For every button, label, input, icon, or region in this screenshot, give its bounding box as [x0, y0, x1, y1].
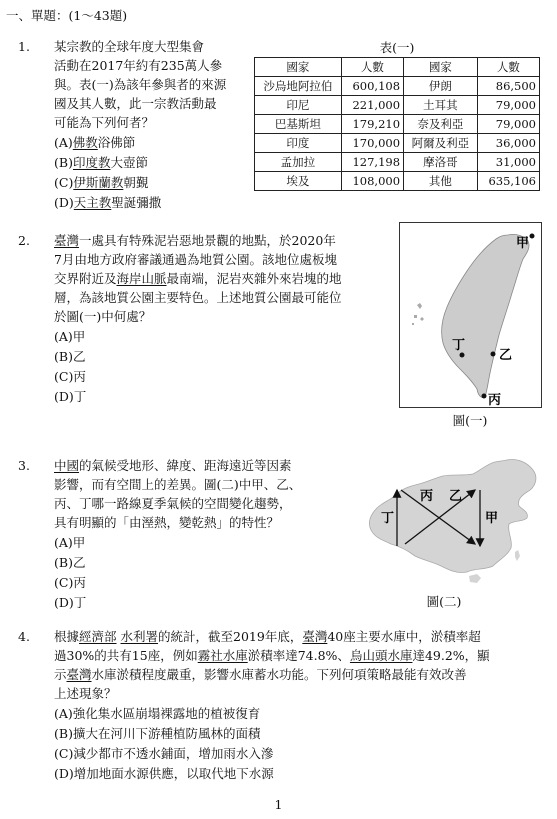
stem-proper-noun: 臺灣 — [66, 667, 92, 682]
table-cell: 79,000 — [477, 115, 539, 134]
option-label: (D) — [54, 195, 74, 210]
table-cell: 127,198 — [341, 153, 403, 172]
table-header: 人數 — [477, 58, 539, 77]
stem-text: 交界附近及 — [54, 271, 117, 286]
stem-text: 的氣候受地形、緯度、距海遠近等因素 — [79, 458, 292, 473]
stem-text: 一處具有特殊泥岩惡地景觀的地點，於2020年 — [79, 233, 336, 248]
q3-stem-line — [54, 456, 301, 475]
q3-options — [54, 533, 86, 613]
q2-stem-line — [54, 250, 342, 269]
taiwan-shape — [515, 550, 520, 561]
table-cell: 土耳其 — [404, 96, 478, 115]
table-header-row — [255, 58, 540, 77]
q3-option-d[interactable]: (D)丁 — [54, 595, 87, 610]
table-row — [255, 115, 540, 134]
stem-text: 具有明顯的「由溼熱，變乾熱」的特性？ — [54, 515, 280, 530]
table-cell: 600,108 — [341, 77, 403, 96]
table-row — [255, 77, 540, 96]
stem-text: 最南端，泥岩夾雜外來岩塊的地 — [166, 271, 342, 286]
stem-text: 的統計，截至2019年底， — [158, 629, 303, 644]
q2-option-c[interactable]: (C)丙 — [54, 369, 86, 384]
table-cell: 79,000 — [477, 96, 539, 115]
table-cell: 108,000 — [341, 172, 403, 191]
stem-proper-noun: 臺灣 — [302, 629, 328, 644]
q3-option-a[interactable]: (A)甲 — [54, 535, 86, 550]
q1-stem-line: 活動在2017年約有235萬人參 — [54, 58, 223, 73]
penghu-islands-shape — [412, 303, 424, 325]
table-cell: 36,000 — [477, 134, 539, 153]
option-label: (C) — [54, 175, 74, 190]
option-proper-noun: 天主教 — [73, 195, 112, 210]
option-proper-noun: 佛教 — [72, 135, 98, 150]
stem-text: 達49.2%，顯 — [412, 648, 490, 663]
q1-option-b[interactable] — [54, 153, 161, 173]
route-ding-label: 丁 — [381, 511, 395, 526]
table-cell: 巴基斯坦 — [255, 115, 342, 134]
q3-stem — [54, 456, 301, 532]
table-cell: 印尼 — [255, 96, 342, 115]
location-jia-dot — [530, 234, 535, 239]
table-cell: 伊朗 — [404, 77, 478, 96]
q4-options — [54, 704, 274, 784]
q1-option-d[interactable] — [54, 193, 161, 213]
table-cell: 孟加拉 — [255, 153, 342, 172]
china-map — [357, 456, 545, 588]
stem-text: 丙、丁哪一路線夏季氣候的空間變化趨勢， — [54, 496, 292, 511]
option-label: (B) — [54, 155, 73, 170]
table-row — [255, 153, 540, 172]
route-yi-label: 乙 — [449, 489, 463, 504]
table-cell: 其他 — [404, 172, 478, 191]
stem-proper-noun: 水利署 — [120, 629, 159, 644]
stem-text: 示 — [54, 667, 67, 682]
q2-stem-line — [54, 231, 342, 250]
table-cell: 179,210 — [341, 115, 403, 134]
q2-options — [54, 327, 86, 407]
q4-option-c[interactable]: (C)減少都市不透水鋪面，增加雨水入滲 — [54, 746, 274, 761]
q2-option-d[interactable]: (D)丁 — [54, 389, 87, 404]
q4-option-d[interactable]: (D)增加地面水源供應，以取代地下水源 — [54, 766, 274, 781]
stem-proper-noun: 烏山頭水庫 — [349, 648, 413, 663]
route-bing-label: 丙 — [420, 489, 434, 504]
table-cell: 摩洛哥 — [404, 153, 478, 172]
location-yi-label: 乙 — [499, 348, 513, 363]
route-jia-label: 甲 — [485, 511, 499, 526]
taiwan-map — [400, 223, 541, 407]
china-map-figure — [357, 456, 545, 588]
q1-stem-line: 國及其人數，此一宗教活動最 — [54, 96, 217, 111]
table-cell: 阿爾及利亞 — [404, 134, 478, 153]
q4-option-a[interactable]: (A)強化集水區崩塌裸露地的植被復育 — [54, 706, 261, 721]
q1-option-c[interactable] — [54, 173, 161, 193]
table-row — [255, 96, 540, 115]
q2-stem-line — [54, 269, 342, 288]
participants-table — [254, 57, 540, 191]
stem-proper-noun: 霧社水庫 — [197, 648, 248, 663]
option-text: 朝覲 — [123, 175, 149, 190]
table-cell: 221,000 — [341, 96, 403, 115]
table-caption: 表(一) — [379, 40, 415, 55]
q1-stem-line: 可能為下列何者？ — [54, 115, 155, 130]
q2-option-b[interactable]: (B)乙 — [54, 349, 86, 364]
figure-1-caption: 圖(一) — [452, 413, 488, 428]
q2-stem-line — [54, 288, 342, 307]
option-proper-noun: 伊斯蘭教 — [73, 175, 124, 190]
stem-text: 淤積率達74.8%、 — [247, 648, 350, 663]
q4-stem-line — [54, 684, 490, 703]
location-bing-label: 丙 — [488, 393, 502, 407]
table-cell: 86,500 — [477, 77, 539, 96]
q1-option-a[interactable] — [54, 133, 161, 153]
q2-stem — [54, 231, 342, 326]
q3-option-b[interactable]: (B)乙 — [54, 555, 86, 570]
figure-2-caption: 圖(二) — [426, 594, 462, 609]
stem-text: 根據 — [54, 629, 80, 644]
q3-stem-line — [54, 513, 301, 532]
q1-number: 1. — [18, 39, 30, 54]
table-cell: 170,000 — [341, 134, 403, 153]
q1-stem-line: 某宗教的全球年度大型集會 — [54, 39, 205, 54]
q2-number: 2. — [18, 233, 30, 248]
stem-proper-noun: 經濟部 — [79, 629, 117, 644]
q4-option-b[interactable]: (B)擴大在河川下游種植防風林的面積 — [54, 726, 261, 741]
location-bing-dot — [482, 394, 487, 399]
q4-stem-line — [54, 646, 490, 665]
table-cell: 635,106 — [477, 172, 539, 191]
table-header: 人數 — [341, 58, 403, 77]
table-row — [255, 172, 540, 191]
q3-stem-line — [54, 475, 301, 494]
stem-text: 影響，而有空間上的差異。圖(二)中甲、乙、 — [54, 477, 302, 492]
location-ding-label: 丁 — [452, 338, 466, 353]
q4-stem-line — [54, 627, 490, 646]
q1-stem — [54, 37, 226, 132]
table-cell: 31,000 — [477, 153, 539, 172]
q4-number: 4. — [18, 629, 30, 644]
section-header: 一、單題：(1～43題) — [6, 8, 128, 23]
table-row — [255, 134, 540, 153]
hainan-shape — [469, 574, 481, 583]
option-label: (A) — [54, 135, 73, 150]
taiwan-map-figure — [399, 222, 542, 408]
q1-options — [54, 133, 161, 213]
table-cell: 沙烏地阿拉伯 — [255, 77, 342, 96]
stem-text: 7月由地方政府審議通過為地質公園。該地位處板塊 — [54, 252, 337, 267]
stem-proper-noun: 海岸山脈 — [116, 271, 167, 286]
stem-text: 水庫淤積程度嚴重，影響水庫蓄水功能。下列何項策略最能有效改善 — [91, 667, 467, 682]
location-jia-label: 甲 — [516, 236, 530, 251]
option-text: 浴佛節 — [97, 135, 136, 150]
location-yi-dot — [491, 352, 496, 357]
location-ding-dot — [460, 353, 465, 358]
stem-proper-noun: 臺灣 — [54, 233, 80, 248]
stem-text: 過30%的共有15座，例如 — [54, 648, 198, 663]
stem-text: 層，為該地質公園主要特色。上述地質公園最可能位 — [54, 290, 342, 305]
q4-stem — [54, 627, 490, 703]
q3-stem-line — [54, 494, 301, 513]
option-text: 大壺節 — [110, 155, 148, 170]
table-header: 國家 — [404, 58, 478, 77]
table-cell: 奈及利亞 — [404, 115, 478, 134]
stem-text: 上述現象？ — [54, 686, 117, 701]
stem-text: 40座主要水庫中，淤積率超 — [327, 629, 481, 644]
china-shape — [369, 459, 535, 572]
q2-option-a[interactable]: (A)甲 — [54, 329, 86, 344]
q1-stem-line: 與。表(一)為該年參與者的來源 — [54, 77, 227, 92]
q2-stem-line — [54, 307, 342, 326]
table-header: 國家 — [255, 58, 342, 77]
q4-stem-line — [54, 665, 490, 684]
table-cell: 印度 — [255, 134, 342, 153]
stem-proper-noun: 中國 — [54, 458, 80, 473]
page-number: 1 — [274, 797, 283, 812]
q3-number: 3. — [18, 458, 30, 473]
option-text: 聖誕彌撒 — [111, 195, 162, 210]
q3-option-c[interactable]: (C)丙 — [54, 575, 86, 590]
stem-text: 於圖(一)中何處？ — [54, 309, 152, 324]
option-proper-noun: 印度教 — [72, 155, 111, 170]
taiwan-island-shape — [442, 234, 529, 397]
table-cell: 埃及 — [255, 172, 342, 191]
